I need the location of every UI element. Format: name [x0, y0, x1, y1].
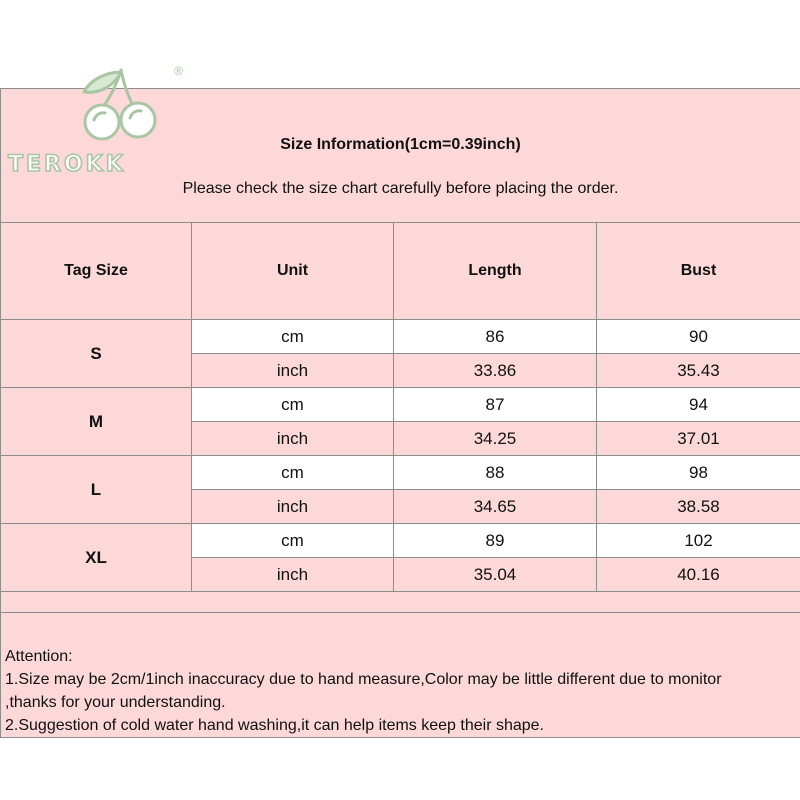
length-cell: 33.86 — [394, 354, 597, 388]
size-label: L — [1, 456, 192, 524]
length-cell: 34.25 — [394, 422, 597, 456]
column-header-row — [1, 223, 800, 320]
column-header-unit: Unit — [192, 223, 394, 320]
unit-cell: cm — [192, 388, 394, 422]
notes-row — [1, 613, 800, 738]
notes-line-1: 1.Size may be 2cm/1inch inaccuracy due to hand measure,Color may be little different due to monitor — [5, 671, 722, 688]
registered-mark: ® — [174, 64, 183, 78]
size-chart-table — [0, 88, 800, 738]
bust-cell: 90 — [597, 320, 800, 354]
bust-cell: 40.16 — [597, 558, 800, 592]
bust-cell: 38.58 — [597, 490, 800, 524]
bust-cell: 35.43 — [597, 354, 800, 388]
size-label: XL — [1, 524, 192, 592]
length-cell: 87 — [394, 388, 597, 422]
size-label: S — [1, 320, 192, 388]
notes-heading: Attention: — [5, 648, 73, 665]
unit-cell: inch — [192, 354, 394, 388]
spacer-cell — [1, 592, 800, 613]
unit-cell: cm — [192, 320, 394, 354]
table-row — [1, 388, 800, 422]
size-label: M — [1, 388, 192, 456]
unit-cell: cm — [192, 456, 394, 490]
unit-cell: inch — [192, 558, 394, 592]
unit-cell: inch — [192, 490, 394, 524]
notes-line-2: ,thanks for your understanding. — [5, 694, 226, 711]
unit-cell: cm — [192, 524, 394, 558]
column-header-length: Length — [394, 223, 597, 320]
notes-line-3: 2.Suggestion of cold water hand washing,it can help items keep their shape. — [5, 717, 544, 734]
length-cell: 89 — [394, 524, 597, 558]
table-row — [1, 456, 800, 490]
length-cell: 34.65 — [394, 490, 597, 524]
bust-cell: 98 — [597, 456, 800, 490]
length-cell: 88 — [394, 456, 597, 490]
length-cell: 35.04 — [394, 558, 597, 592]
bust-cell: 102 — [597, 524, 800, 558]
length-cell: 86 — [394, 320, 597, 354]
column-header-bust: Bust — [597, 223, 800, 320]
column-header-tag-size: Tag Size — [1, 223, 192, 320]
unit-cell: inch — [192, 422, 394, 456]
brand-logo-text: TEROKK — [8, 152, 126, 177]
bust-cell: 94 — [597, 388, 800, 422]
table-row — [1, 524, 800, 558]
page-subtitle: Please check the size chart carefully before placing the order. — [182, 180, 619, 197]
page-title: Size Information(1cm=0.39inch) — [280, 136, 521, 153]
notes-cell — [1, 613, 800, 738]
table-row — [1, 320, 800, 354]
attention-notes — [1, 613, 800, 737]
bust-cell: 37.01 — [597, 422, 800, 456]
spacer-row — [1, 592, 800, 613]
